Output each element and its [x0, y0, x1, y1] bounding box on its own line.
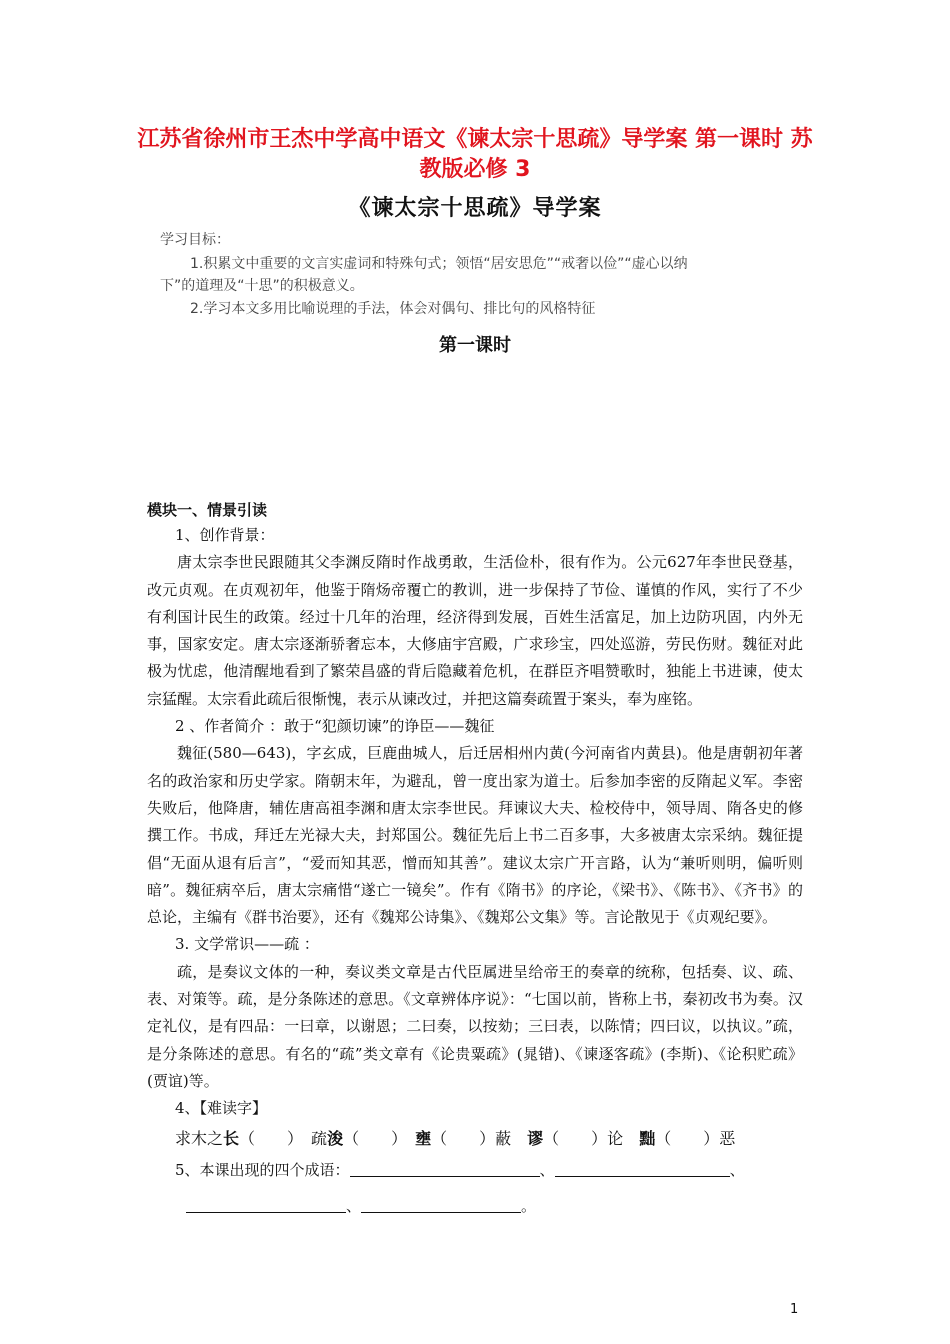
goal-2: 2.学习本文多用比喻说理的手法，体会对偶句、排比句的风格特征	[190, 301, 596, 317]
document-title-line-1: 江苏省徐州市王杰中学高中语文《谏太宗十思疏》导学案 第一课时 苏	[137, 127, 813, 152]
idiom-blank-3[interactable]	[186, 1194, 346, 1213]
lesson-title: 第一课时	[439, 335, 511, 356]
hard-word-item: 谬（ ）论	[527, 1128, 624, 1148]
module-title: 模块一、情景引读	[147, 501, 268, 519]
hard-word-item: 求木之长（ ）	[175, 1128, 296, 1148]
idioms-question-line-2: 、 。	[186, 1194, 536, 1216]
goals-heading: 学习目标：	[160, 232, 230, 248]
idiom-blank-4[interactable]	[361, 1194, 521, 1213]
hard-word-item: 黜（ ）恶	[639, 1128, 736, 1148]
goal-1-line-1: 1.积累文中重要的文言实虚词和特殊句式；领悟“居安思危”“戒奢以俭”“虚心以纳	[190, 256, 688, 272]
goal-1-line-2: 下”的道理及“十思”的积极意义。	[160, 278, 364, 294]
section-1-heading: 1、创作背景：	[175, 526, 275, 544]
section-2-heading: 2 、作者简介 ：敢于“犯颜切谏”的诤臣——魏征	[175, 717, 495, 736]
section-4-heading: 4、【难读字】	[175, 1099, 268, 1118]
hard-word-item: 壅（ ）蔽	[415, 1128, 512, 1148]
section-1-body: 唐太宗李世民跟随其父李渊反隋时作战勇敢，生活俭朴，很有作为。公元627年李世民登基，改元贞观。在贞观初年，他鉴于隋炀帝覆亡的教训，进一步保持了节俭、谨慎的作风，实行了不少有利国计民生的政策。经过十几年的治理，经济得到发展，百姓生活富足，加上边防巩固，内外无事，国家安定。唐太宗逐渐骄奢忘本，大修庙宇宫殿，广求珍宝，四处巡游，劳民伤财。魏征对此极为忧虑，他清醒地看到了繁荣昌盛的背后隐藏着危机，在群臣齐唱赞歌时，独能上书进谏，使太宗猛醒。太宗看此疏后很惭愧，表示从谏改过，并把这篇奏疏置于案头，奉为座铭。	[147, 553, 803, 708]
section-2-body: 魏征(580—643)，字玄成，巨鹿曲城人，后迁居相州内黄(今河南省内黄县)。他是唐朝初年著名的政治家和历史学家。隋朝末年，为避乱，曾一度出家为道士。后参加李密的反隋起义军。李密失败后，他降唐，辅佐唐高祖李渊和唐太宗李世民。拜谏议大夫、检校侍中，领导周、隋各史的修撰工作。书成，拜迁左光禄大夫，封郑国公。魏征先后上书二百多事，大多被唐太宗采纳。魏征提倡“无面从退有后言”，“爱而知其恶，憎而知其善”。建议太宗广开言路，认为“兼听则明，偏听则暗”。魏征病卒后，唐太宗痛惜“遂亡一镜矣”。作有《隋书》的序论，《梁书》、《陈书》、《齐书》的总论，主编有《群书治要》，还有《魏郑公诗集》、《魏郑公文集》等。言论散见于《贞观纪要》。	[147, 744, 803, 927]
idiom-blank-1[interactable]	[350, 1158, 540, 1177]
section-3-body: 疏，是奏议文体的一种，奏议类文章是古代臣属进呈给帝王的奏章的统称，包括奏、议、疏、表、对策等。疏，是分条陈述的意思。《文章辨体序说》：“七国以前，皆称上书，秦初改书为奏。汉定礼仪，是有四品：一曰章，以谢恩；二曰奏，以按劾；三曰表，以陈情；四曰议，以执议。”疏，是分条陈述的意思。有名的“疏”类文章有《论贵粟疏》(晁错)、《谏逐客疏》(李斯)、《论积贮疏》(贾谊)等。	[147, 962, 803, 1090]
hard-words-line	[147, 1125, 803, 1152]
section-5-heading: 5、本课出现的四个成语：	[175, 1161, 350, 1179]
page-number: 1	[790, 1302, 799, 1317]
hard-word-item: 疏浚（ ）	[295, 1128, 400, 1148]
idiom-blank-2[interactable]	[555, 1158, 730, 1177]
section-3-heading: 3. 文学常识——疏 ：	[175, 935, 319, 954]
idioms-question: 5、本课出现的四个成语： 、 、	[175, 1158, 745, 1180]
document-title-line-2: 教版必修 3	[419, 157, 531, 182]
main-content	[147, 522, 803, 1152]
study-guide-title: 《谏太宗十思疏》导学案	[348, 195, 602, 221]
